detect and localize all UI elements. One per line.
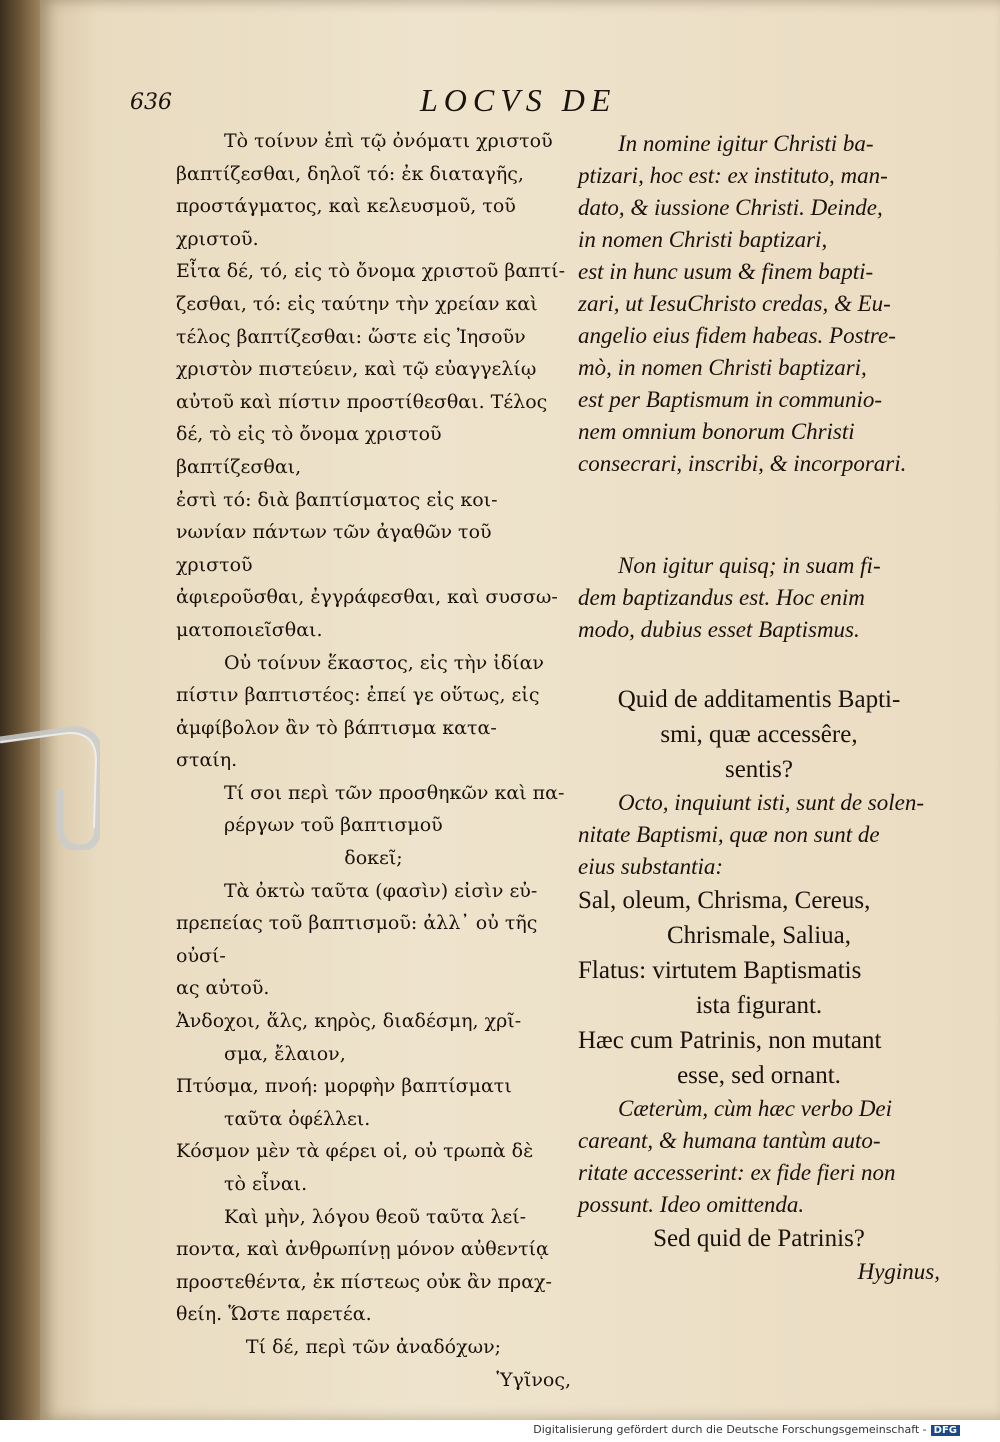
latin-line: zari, ut IesuChristo credas, & Eu-	[578, 291, 891, 316]
greek-line: Τὸ τοίνυν ἐπὶ τῷ ὀνόματι χριστοῦ	[224, 130, 553, 152]
greek-line: προστεθέντα, ἐκ πίστεως οὐκ ἂν πραχ-	[176, 1270, 552, 1293]
greek-line: προστάγματος, καὶ κελευσμοῦ, τοῦ χριστοῦ.	[176, 195, 516, 250]
greek-line: νωνίαν πάντων τῶν ἀγαθῶν τοῦ χριστοῦ	[176, 521, 492, 576]
greek-line: Εἶτα δέ, τό, εἰς τὸ ὄνομα χριστοῦ βαπτί-	[176, 260, 566, 283]
latin-line: In nomine igitur Christi ba-	[618, 131, 874, 156]
latin-line: careant, & humana tantùm auto-	[578, 1128, 881, 1153]
latin-line: nitate Baptismi, quæ non sunt de	[578, 822, 880, 847]
greek-line: ποντα, καὶ ἀνθρωπίνῃ μόνον αὐθεντίᾳ	[176, 1238, 549, 1261]
greek-line: Ἀνδοχοι, ἅλς, κηρὸς, διαδέσμη, χρῖ-	[176, 1010, 522, 1033]
greek-line: δοκεῖ;	[344, 847, 403, 870]
greek-line: Κόσμον μὲν τὰ φέρει οἱ, οὐ τρωπὰ δὲ	[176, 1140, 534, 1163]
greek-line: δέ, τὸ εἰς τὸ ὄνομα χριστοῦ βαπτίζεσθαι,	[176, 423, 442, 478]
greek-line: ἐστὶ τό: διὰ βαπτίσματος εἰς κοι-	[176, 488, 498, 511]
footer-text: Digitalisierung gefördert durch die Deutsche Forschungsgemeinschaft -	[533, 1423, 927, 1436]
question-heading: smi, quæ accessêre,	[660, 721, 858, 748]
latin-line: consecrari, inscribi, & incorporari.	[578, 451, 907, 476]
greek-line: θείη. Ὥστε παρετέα.	[176, 1303, 372, 1326]
verse-line: Hæc cum Patrinis, non mutant	[578, 1027, 882, 1054]
dfg-logo: DFG	[931, 1425, 960, 1436]
greek-line: Τί σοι περὶ τῶν προσθηκῶν καὶ πα-	[224, 781, 565, 804]
greek-catchword: Ὑγῖνος,	[496, 1368, 571, 1391]
greek-line: πρεπείας τοῦ βαπτισμοῦ: ἀλλ᾽ οὐ τῆς οὐσί-	[176, 912, 538, 967]
latin-line: nem omnium bonorum Christi	[578, 419, 855, 444]
greek-line: ζεσθαι, τό: εἰς ταύτην τὴν χρείαν καὶ	[176, 292, 538, 315]
latin-line: mò, in nomen Christi baptizari,	[578, 355, 867, 380]
page-clip	[0, 720, 100, 850]
latin-line: modo, dubius esset Baptismus.	[578, 617, 860, 642]
greek-line: ταῦτα ὀφέλλει.	[224, 1107, 371, 1130]
scan-footer	[533, 1423, 960, 1436]
greek-column	[176, 125, 571, 1396]
question-heading: Sed quid de Patrinis?	[653, 1225, 865, 1252]
latin-line: possunt. Ideo omittenda.	[578, 1192, 805, 1217]
latin-line: in nomen Christi baptizari,	[578, 227, 828, 252]
verse-line: esse, sed ornant.	[677, 1062, 841, 1089]
verse-line: Flatus: virtutem Baptismatis	[578, 957, 862, 984]
greek-line: ματοποιεῖσθαι.	[176, 618, 323, 641]
latin-line: dem baptizandus est. Hoc enim	[578, 585, 865, 610]
latin-line: est per Baptismum in communio-	[578, 387, 883, 412]
latin-line: ritate accesserint: ex fide fieri non	[578, 1160, 896, 1185]
question-heading: sentis?	[724, 756, 794, 783]
latin-line: eius substantia:	[578, 854, 724, 879]
greek-line: πίστιν βαπτιστέος: ἐπεί γε οὕτως, εἰς	[176, 684, 540, 707]
latin-line: Non igitur quisq; in suam fi-	[618, 553, 881, 578]
greek-line: χριστὸν πιστεύειν, καὶ τῷ εὐαγγελίῳ	[176, 358, 537, 381]
greek-line: ρέργων τοῦ βαπτισμοῦ	[224, 814, 443, 837]
latin-column	[578, 128, 940, 1288]
greek-line: ἀφιεροῦσθαι, ἐγγράφεσθαι, καὶ συσσω-	[176, 586, 558, 609]
page-header	[0, 82, 1000, 122]
greek-line: Πτύσμα, πνοή: μορφὴν βαπτίσματι	[176, 1075, 512, 1098]
greek-line: σμα, ἔλαιον,	[224, 1042, 346, 1065]
greek-line: τέλος βαπτίζεσθαι: ὥστε εἰς Ἰησοῦν	[176, 325, 526, 348]
greek-line: Καὶ μὴν, λόγου θεοῦ ταῦτα λεί-	[224, 1205, 527, 1228]
greek-line: ἀμφίβολον ἂν τὸ βάπτισμα κατα-	[176, 716, 497, 739]
greek-line: βαπτίζεσθαι, δηλοῖ τό: ἐκ διαταγῆς,	[176, 162, 524, 185]
greek-line: Οὐ τοίνυν ἕκαστος, εἰς τὴν ἰδίαν	[224, 651, 544, 674]
verse-line: ista figurant.	[695, 992, 823, 1019]
greek-line: αὐτοῦ καὶ πίστιν προστίθεσθαι. Τέλος	[176, 390, 548, 413]
greek-line: σταίη.	[176, 749, 238, 772]
greek-line: Τὰ ὀκτὼ ταῦτα (φασὶν) εἰσὶν εὐ-	[224, 879, 538, 902]
spacer	[578, 646, 940, 682]
greek-line: ας αὐτοῦ.	[176, 977, 270, 1000]
greek-line: τὸ εἶναι.	[224, 1173, 308, 1195]
page-number: 636	[130, 90, 172, 115]
greek-line: Τί δέ, περὶ τῶν ἀναδόχων;	[245, 1335, 502, 1358]
spacer	[578, 480, 940, 550]
latin-line: angelio eius fidem habeas. Postre-	[578, 323, 896, 348]
running-head: LOCVS DE	[420, 82, 617, 118]
latin-line: Cæterùm, cùm hæc verbo Dei	[618, 1096, 893, 1121]
verse-line: Sal, oleum, Chrisma, Cereus,	[578, 887, 871, 914]
question-heading: Quid de additamentis Bapti-	[617, 686, 901, 713]
latin-catchword: Hyginus,	[857, 1259, 940, 1284]
latin-line: dato, & iussione Christi. Deinde,	[578, 195, 883, 220]
latin-line: Octo, inquiunt isti, sunt de solen-	[618, 790, 925, 815]
verse-line: Chrismale, Saliua,	[667, 922, 851, 949]
latin-line: ptizari, hoc est: ex instituto, man-	[578, 163, 888, 188]
latin-line: est in hunc usum & finem bapti-	[578, 259, 874, 284]
